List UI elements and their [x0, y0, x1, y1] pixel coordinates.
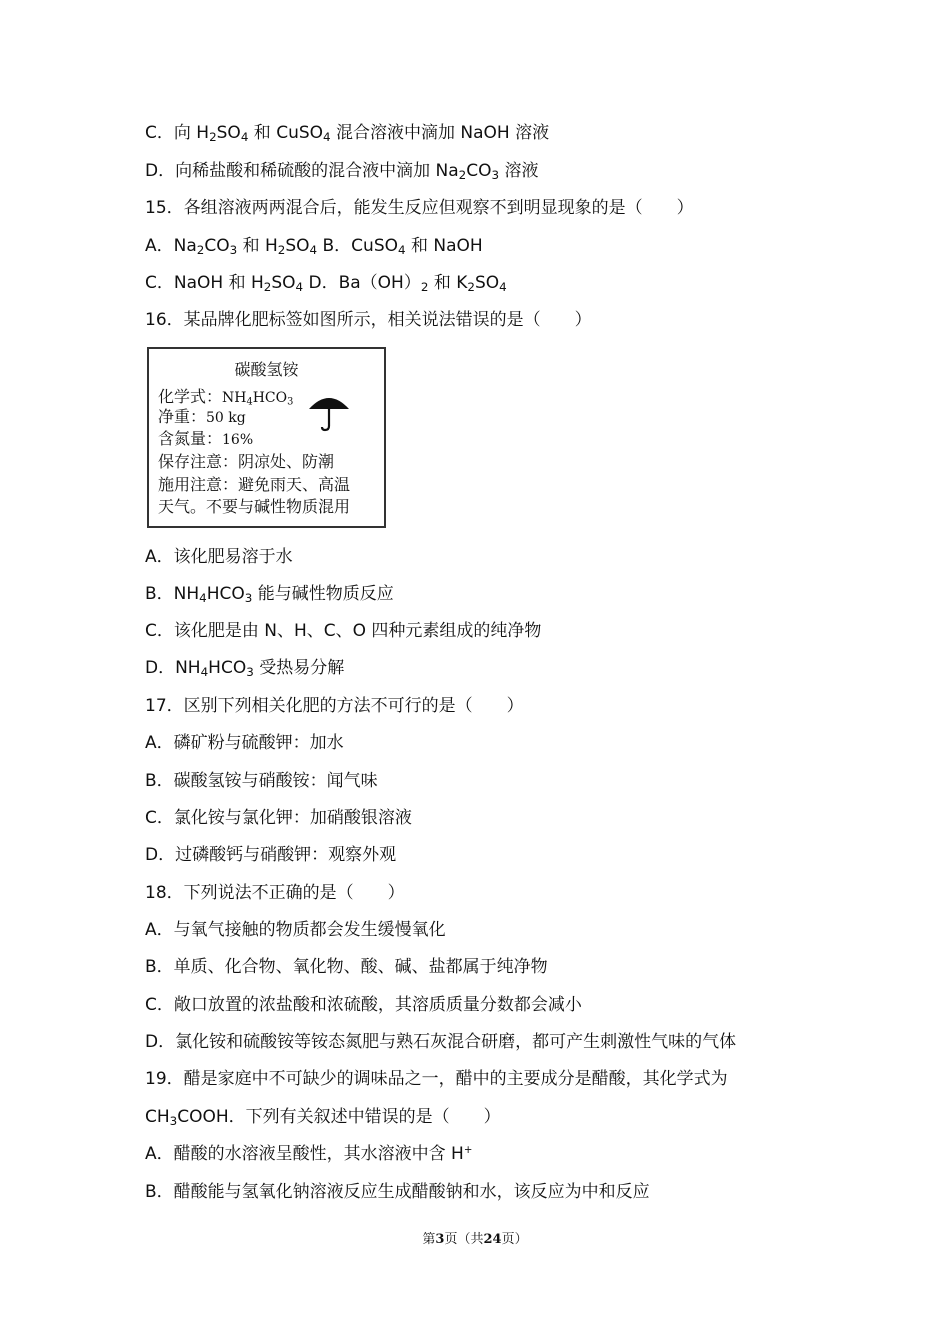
- text-line: D．氯化铵和硫酸铵等铵态氮肥与熟石灰混合研磨，都可产生刺激性气味的气体: [145, 1032, 737, 1052]
- label-storage-row: 保存注意：阴凉处、防潮: [158, 452, 335, 471]
- label-formula-row: 化学式：$NH_4HCO_3$: [158, 387, 294, 408]
- label-usage-row-1: 施用注意：避免雨天、高温: [158, 475, 351, 494]
- label-weight-row: 净重：50 kg: [158, 407, 246, 426]
- text-line: 19．醋是家庭中不可缺少的调味品之一，醋中的主要成分是醋酸，其化学式为: [145, 1069, 728, 1089]
- text-line: D．过磷酸钙与硝酸钾：观察外观: [145, 845, 397, 865]
- label-usage-row-2: 天气。不要与碱性物质混用: [158, 497, 351, 516]
- text-line: C．NaOH 和 $H_2SO_4$ D．$Ba(OH)_2$ 和 $K_2SO_4$: [145, 273, 507, 294]
- text-line: 16．某品牌化肥标签如图所示，相关说法错误的是（ ）: [145, 310, 592, 330]
- text-line: 17．区别下列相关化肥的方法不可行的是（ ）: [145, 696, 524, 716]
- label-nitrogen-row: 含氮量：16%: [158, 429, 254, 448]
- text-line: D．$NH_4HCO_3$ 受热易分解: [145, 658, 345, 679]
- text-line: C．向 $H_2SO_4$ 和 CuSO$_4$ 混合溶液中滴加 NaOH 溶液: [145, 123, 550, 144]
- text-line: C．该化肥是由 N、H、C、O 四种元素组成的纯净物: [145, 621, 542, 641]
- umbrella-icon: [307, 393, 351, 433]
- page-footer: 第3页（共24页）: [422, 1232, 528, 1247]
- text-line: B．单质、化合物、氧化物、酸、碱、盐都属于纯净物: [145, 957, 548, 977]
- text-line: B．碳酸氢铵与硝酸铵：闻气味: [145, 771, 378, 791]
- text-line: B．醋酸能与氢氧化钠溶液反应生成醋酸钠和水，该反应为中和反应: [145, 1182, 650, 1202]
- text-line: C．氯化铵与氯化钾：加硝酸银溶液: [145, 808, 412, 828]
- total-page-count: 24: [483, 1232, 502, 1247]
- text-line: A．醋酸的水溶液呈酸性，其水溶液中含 H+: [145, 1144, 473, 1164]
- text-line: A．该化肥易溶于水: [145, 547, 293, 567]
- text-line: A．$Na_2CO_3$ 和 $H_2SO_4$ B．CuSO$_4$ 和 NaOH: [145, 236, 483, 257]
- text-line: $CH_3COOH$．下列有关叙述中错误的是（ ）: [145, 1107, 501, 1128]
- text-line: A．与氧气接触的物质都会发生缓慢氧化: [145, 920, 446, 940]
- current-page-number: 3: [435, 1232, 445, 1247]
- text-line: B．$NH_4HCO_3$ 能与碱性物质反应: [145, 584, 394, 605]
- fertilizer-label-image: [147, 347, 386, 528]
- label-formula-value: $NH_4HCO_3$: [222, 390, 294, 408]
- text-line: 15．各组溶液两两混合后，能发生反应但观察不到明显现象的是（ ）: [145, 198, 694, 218]
- text-line: D．向稀盐酸和稀硫酸的混合液中滴加 $Na_2CO_3$ 溶液: [145, 161, 539, 182]
- label-title: 碳酸氢铵: [234, 360, 299, 379]
- text-line: A．磷矿粉与硫酸钾：加水: [145, 733, 344, 753]
- text-line: C．敞口放置的浓盐酸和浓硫酸，其溶质质量分数都会减小: [145, 995, 582, 1015]
- text-line: 18．下列说法不正确的是（ ）: [145, 883, 405, 903]
